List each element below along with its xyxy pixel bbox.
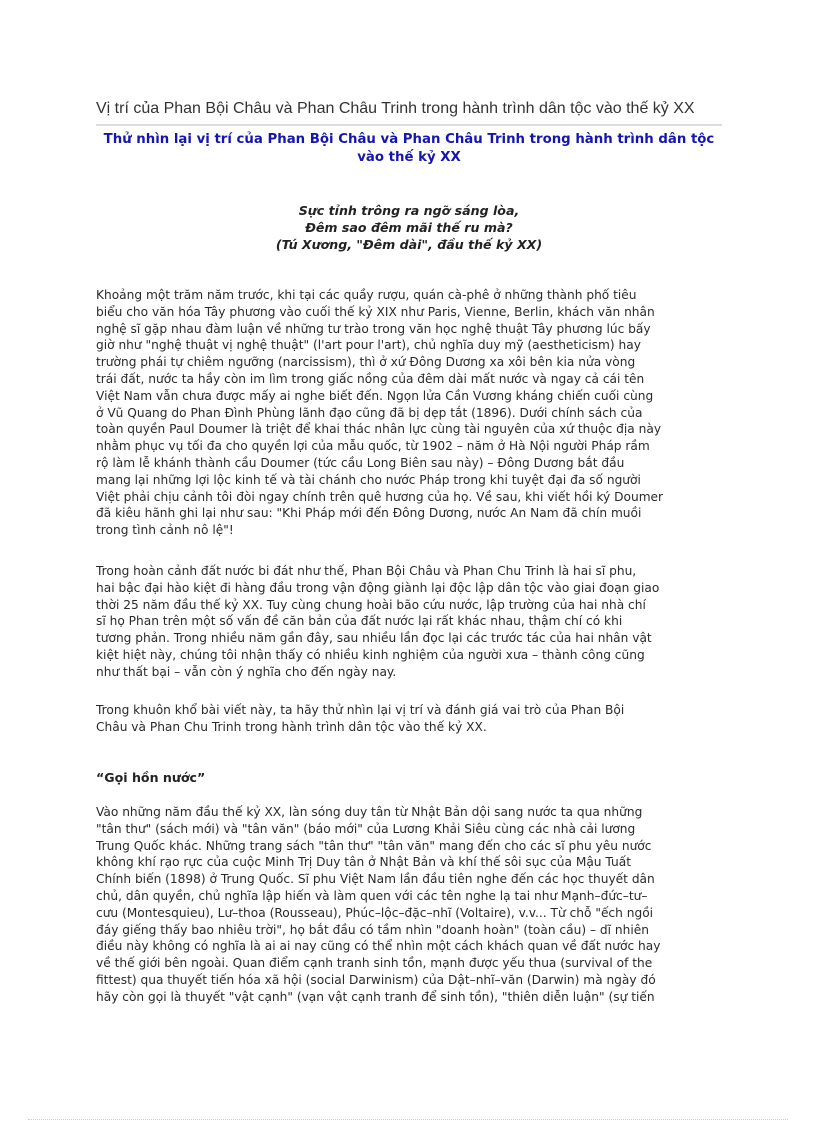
epigraph-line: (Tú Xương, "Đêm dài", đầu thế kỷ XX)	[275, 237, 543, 252]
paragraph-line: tương phản. Trong nhiều năm gần đây, sau nhiều lần đọc lại các trước tác của hai nhân vật	[96, 631, 652, 646]
paragraph-line: toàn quyền Paul Doumer là triệt để khai thác nhân lực cùng tài nguyên của xứ thuộc địa này	[96, 422, 662, 437]
article-heading-line: Thử nhìn lại vị trí của Phan Bội Châu và Phan Châu Trinh trong hành trình dân tộc	[103, 132, 715, 147]
paragraph-line: nghệ sĩ gặp nhau đàm luận về những tư trào trong văn học nghệ thuật Tây phương lúc bấy	[96, 321, 651, 336]
paragraph-two-scholars	[96, 563, 722, 681]
paragraph-line: trường phái tự chiêm ngưỡng (narcissism), thì ở xứ Đông Dương xa xôi bên kia nửa vòng	[96, 355, 636, 370]
paragraph-line: không khí rạo rực của cuộc Minh Trị Duy tân ở Nhật Bản và khí thế sôi sục của Mậu Tuất	[96, 855, 631, 870]
page-title: Vị trí của Phan Bội Châu và Phan Châu Trinh trong hành trình dân tộc vào thế kỷ XX	[96, 100, 695, 117]
paragraph-line: Trung Quốc khác. Những trang sách "tân thư" "tân văn" mang đến cho các sĩ phu yêu nước	[96, 838, 652, 853]
paragraph-line: như thất bại – vẫn còn ý nghĩa cho đến ngày nay.	[96, 664, 397, 679]
paragraph-line: đã kiêu hãnh ghi lại như sau: "Khi Pháp mới đến Đông Dương, nước An Nam đã chín muồi	[96, 506, 642, 521]
section-heading: “Gọi hồn nước”	[96, 770, 206, 785]
paragraph-line: điều này không có nghĩa là ai ai nay cũng có thể nhìn một cách khách quan về đất nước hay	[96, 939, 661, 954]
paragraph-scope	[96, 702, 722, 736]
page-bottom-rule	[28, 1119, 788, 1120]
paragraph-line: Việt phải chịu cảnh tôi đòi ngay chính trên quê hương của họ. Về sau, khi viết hồi ký Doumer	[96, 489, 664, 504]
epigraph-line: Sực tỉnh trông ra ngỡ sáng lòa,	[298, 203, 520, 218]
paragraph-line: sĩ họ Phan trên một số vấn đề căn bản của đất nước lại rất khác nhau, thậm chí có khi	[96, 614, 623, 629]
paragraph-line: ở Vũ Quang do Phan Đình Phùng lãnh đạo cũng đã bị dẹp tắt (1896). Dưới chính sách của	[96, 405, 643, 420]
title-rule	[96, 124, 722, 126]
epigraph	[96, 202, 722, 253]
paragraph-line: thời 25 năm đầu thế kỷ XX. Tuy cùng chung hoài bão cứu nước, lập trường của hai nhà chí	[96, 597, 646, 612]
paragraph-line: hai bậc đại hào kiệt đi hàng đầu trong vận động giành lại độc lập dân tộc vào giai đoạn giao	[96, 580, 660, 595]
paragraph-line: Trong hoàn cảnh đất nước bi đát như thế, Phan Bội Châu và Phan Chu Trinh là hai sĩ phu,	[96, 564, 637, 578]
paragraph-intro	[96, 287, 722, 539]
paragraph-line: rộ làm lễ khánh thành cầu Doumer (tức cầu Long Biên sau này) – Đông Dương bắt đầu	[96, 455, 625, 470]
paragraph-line: nhằm phục vụ tối đa cho quyền lợi của mẫu quốc, từ 1902 – năm ở Hà Nội người Pháp rầm	[96, 439, 650, 454]
paragraph-line: về thế giới bên ngoài. Quan điểm cạnh tranh sinh tồn, mạnh được yếu thua (survival of the	[96, 956, 653, 971]
paragraph-line: cưu (Montesquieu), Lư–thoa (Rousseau), Phúc–lộc–đặc–nhĩ (Voltaire), v.v... Từ chỗ "ếch ngồi	[96, 905, 654, 920]
paragraph-line: Khoảng một trăm năm trước, khi tại các quầy rượu, quán cà-phê ở những thành phố tiêu	[96, 288, 637, 302]
paragraph-line: đáy giếng thấy bao nhiêu trời", họ bắt đầu có tầm nhìn "doanh hoàn" (toàn cầu) – dĩ nhiên	[96, 922, 649, 937]
paragraph-line: Châu và Phan Chu Trinh trong hành trình dân tộc vào thế kỷ XX.	[96, 719, 487, 734]
article-heading-line: vào thế kỷ XX	[357, 150, 461, 165]
paragraph-line: Vào những năm đầu thế kỷ XX, làn sóng duy tân từ Nhật Bản dội sang nước ta qua những	[96, 805, 643, 819]
paragraph-line: Việt Nam vẫn chưa được mấy ai nghe biết đến. Ngọn lửa Cần Vương kháng chiến cuối cùng	[96, 388, 654, 403]
paragraph-line: "tân thư" (sách mới) và "tân văn" (báo mới" của Lương Khải Siêu cùng các nhà cải lương	[96, 821, 636, 836]
epigraph-line: Đêm sao đêm mãi thế ru mà?	[305, 220, 513, 235]
paragraph-line: mang lại những lợi lộc kinh tế và tài chánh cho nước Pháp trong khi tuyệt đại đa số người	[96, 472, 641, 487]
paragraph-line: trái đất, nước ta hầy còn im lìm trong giấc nồng của đêm dài mất nước và ngay cả cái tên	[96, 371, 645, 386]
paragraph-line: biểu cho văn hóa Tây phương vào cuối thế kỷ XIX như Paris, Vienne, Berlin, khách văn nhân	[96, 304, 655, 319]
paragraph-reform-wave	[96, 804, 722, 1006]
paragraph-line: Trong khuôn khổ bài viết này, ta hãy thử nhìn lại vị trí và đánh giá vai trò của Phan Bội	[96, 703, 625, 717]
paragraph-line: giờ như "nghệ thuật vị nghệ thuật" (l'art pour l'art), chủ nghĩa duy mỹ (aestheticism) hay	[96, 338, 641, 353]
paragraph-line: kiệt hiệt này, chúng tôi nhận thấy có nhiều kinh nghiệm của người xưa – thành công cũng	[96, 647, 645, 662]
paragraph-line: chủ, dân quyền, chủ nghĩa lập hiến và làm quen với các tên nghe lạ tai như Mạnh–đức–tư–	[96, 888, 648, 903]
paragraph-line: trong tình cảnh nô lệ"!	[96, 523, 234, 538]
paragraph-line: Chính biến (1898) ở Trung Quốc. Sĩ phu Việt Nam lần đầu tiên nghe đến các học thuyết dân	[96, 872, 655, 887]
paragraph-line: hãy còn gọi là thuyết "vật cạnh" (vạn vật cạnh tranh để sinh tồn), "thiên diễn luận" (sự tiến	[96, 989, 655, 1004]
paragraph-line: fittest) qua thuyết tiến hóa xã hội (social Darwinism) của Dật–nhĩ–văn (Darwin) mà ngày đó	[96, 972, 656, 987]
article-heading	[96, 131, 722, 167]
